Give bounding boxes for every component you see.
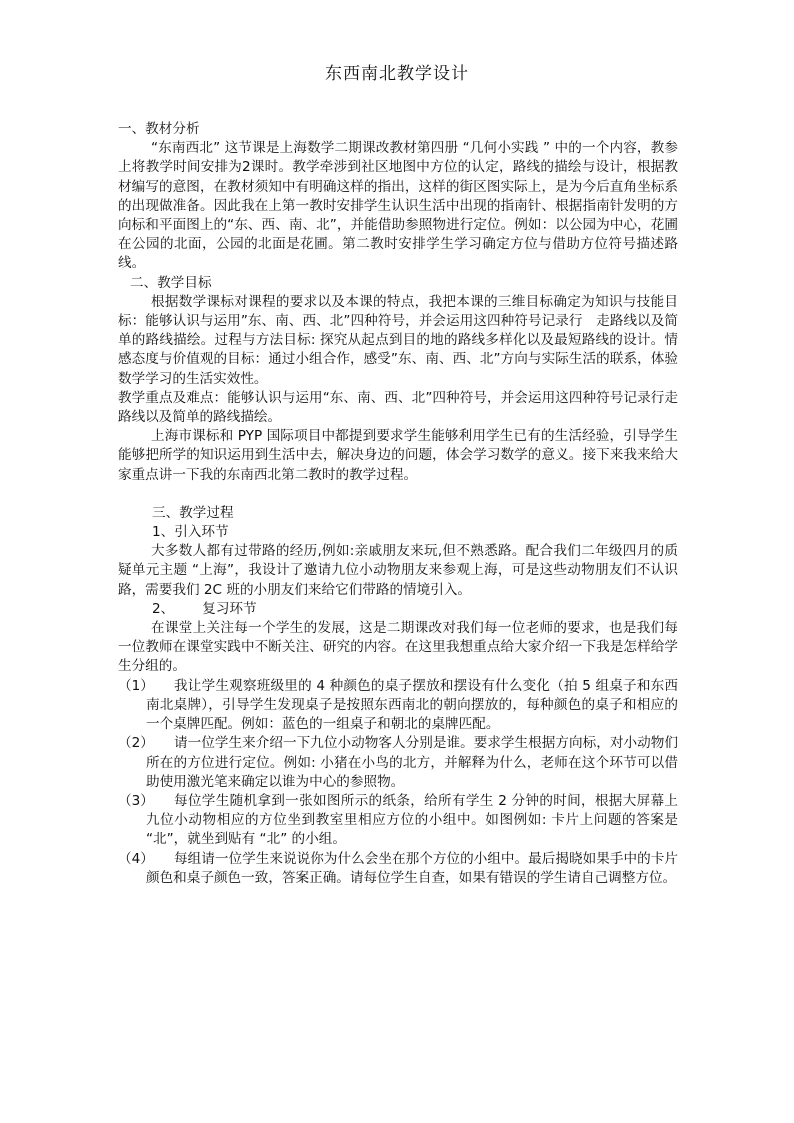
document-body bbox=[118, 120, 678, 888]
paragraph-key-points: 教学重点及难点：能够认识与运用“东、南、西、北”四种符号，并会运用这四种符号记录行走路线以及简单的路线描绘。 bbox=[118, 389, 678, 426]
document-title: 东西南北教学设计 bbox=[325, 64, 469, 84]
spacer bbox=[118, 485, 678, 504]
list-item-text: 每位学生随机拿到一张如图所示的纸条，给所有学生 2 分钟的时间，根据大屏幕上九位小动物相应的方位坐到教室里相应方位的小组中。如图例如: 卡片上问题的答案是 “北”，就坐到贴有 “北” 的小组。 bbox=[146, 792, 678, 848]
paragraph-textbook-analysis: “东南西北” 这节课是上海数学二期课改教材第四册 “几何小实践 ” 中的一个内容，教参上将教学时间安排为2课时。教学牵涉到社区地图中方位的认定，路线的描绘与设计，根据教材编写的意图，在教材须知中有明确这样的指出，这样的街区图实际上，是为今后直角坐标系的出现做准备。因此我在上第一教时安排学生认识生活中出现的指南针、根据指南针发明的方向标和平面图上的“东、西、南、北”，并能借助参照物进行定位。例如：以公园为中心，花圃在公园的北面，公园的北面是花圃。第二教时安排学生学习确定方位与借助方位符号描述路线。 bbox=[118, 140, 678, 272]
list-item-number: （2） bbox=[118, 735, 154, 752]
paragraph-review: 在课堂上关注每一个学生的发展，这是二期课改对我们每一位老师的要求，也是我们每一位教师在课堂实践中不断关注、研究的内容。在这里我想重点给大家介绍一下我是怎样给学生分组的。 bbox=[118, 620, 678, 675]
list-item-number: （1） bbox=[118, 677, 154, 694]
list-item-number: （3） bbox=[118, 792, 154, 809]
subheading-review-number: 2、 bbox=[152, 600, 175, 617]
subheading-introduction: 1、引入环节 bbox=[152, 524, 229, 541]
section-heading-teaching-process: 三、教学过程 bbox=[152, 504, 234, 521]
paragraph-curriculum: 上海市课标和 PYP 国际项目中都提到要求学生能够利用学生已有的生活经验，引导学生能够把所学的知识运用到生活中去，解决身边的问题，体会学习数学的意义。接下来我来给大家重点讲一下我的东南西北第二教时的教学过程。 bbox=[118, 428, 678, 483]
paragraph-teaching-goals: 根据数学课标对课程的要求以及本课的特点，我把本课的三维目标确定为知识与技能目标：能够认识与运用”东、南、西、北”四种符号，并会运用这四种符号记录行 走路线以及简单的路线描绘。过程与方法目标: 探究从起点到目的地的路线多样化以及最短路线的设计。情感态度与价值观的目标：通过小组合作，感受”东、南、西、北”方向与实际生活的联系，体验数学学习的生活实效性。 bbox=[118, 293, 678, 387]
list-item-number: （4） bbox=[118, 850, 154, 867]
list-item bbox=[118, 850, 678, 888]
list-item-text: 请一位学生来介绍一下九位小动物客人分别是谁。要求学生根据方向标，对小动物们所在的方位进行定位。例如: 小猪在小鸟的北方，并解释为什么，老师在这个环节可以借助使用激光笔来确定以谁为中心的参照物。 bbox=[146, 735, 678, 790]
section-heading-textbook-analysis: 一、教材分析 bbox=[118, 121, 200, 137]
list-item bbox=[118, 734, 678, 792]
list-item bbox=[118, 677, 678, 735]
list-item-text: 我让学生观察班级里的 4 种颜色的桌子摆放和摆设有什么变化（拍 5 组桌子和东西南北桌牌），引导学生发现桌子是按照东西南北的朝向摆放的，每种颜色的桌子和相应的一个桌牌匹配。例如：蓝色的一组桌子和朝北的桌牌匹配。 bbox=[146, 677, 678, 733]
subheading-review-label: 复习环节 bbox=[202, 600, 257, 617]
subheading-review bbox=[118, 600, 678, 619]
section-heading-teaching-goals: 二、教学目标 bbox=[130, 274, 212, 291]
list-item-text: 每组请一位学生来说说你为什么会坐在那个方位的小组中。最后揭晓如果手中的卡片颜色和桌子颜色一致，答案正确。请每位学生自查，如果有错误的学生请自己调整方位。 bbox=[146, 850, 678, 886]
paragraph-introduction: 大多数人都有过带路的经历,例如:亲戚朋友来玩,但不熟悉路。配合我们二年级四月的质疑单元主题 “上海”，我设计了邀请九位小动物朋友来参观上海，可是这些动物朋友们不认识路，需要我们 2C 班的小朋友们来给它们带路的情境引入。 bbox=[118, 543, 678, 598]
list-item bbox=[118, 792, 678, 850]
